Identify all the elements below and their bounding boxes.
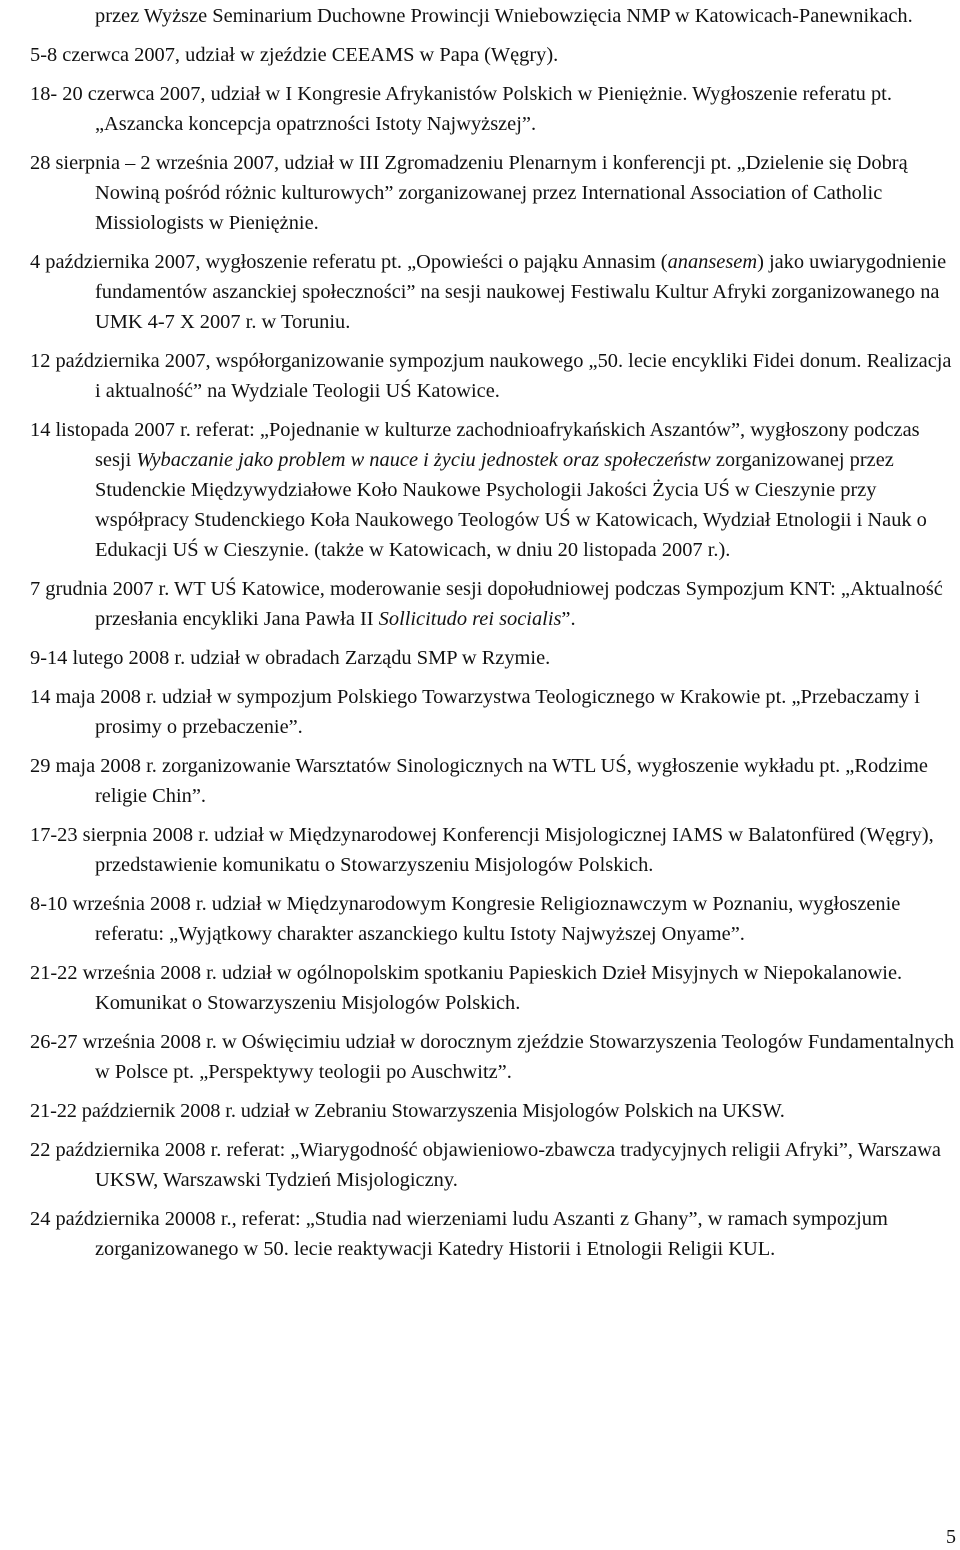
entry-text: 29 maja 2008 r. zorganizowanie Warsztatów Sinologicznych na WTL UŚ, wygłoszenie wykładu pt. „Rodzime religie Chin”.	[30, 755, 928, 807]
entry-text: 28 sierpnia – 2 września 2007, udział w III Zgromadzeniu Plenarnym i konferencji pt. „Dzielenie się Dobrą Nowiną pośród różnic kulturowych” zorganizowanej przez International Association of Catholic Missiologists w Pieniężnie.	[30, 152, 908, 234]
entry-text: 18- 20 czerwca 2007, udział w I Kongresie Afrykanistów Polskich w Pieniężnie. Wygłoszenie referatu pt. „Aszancka koncepcja opatrzności Istoty Najwyższej”.	[30, 83, 892, 135]
list-item	[30, 643, 958, 673]
list-item	[30, 247, 958, 337]
page-number: 5	[946, 1526, 956, 1548]
entry-text: 9-14 lutego 2008 r. udział w obradach Zarządu SMP w Rzymie.	[30, 647, 551, 669]
list-item	[30, 346, 958, 406]
list-item	[30, 1096, 958, 1126]
entry-text: ”.	[561, 608, 576, 630]
entry-text: 4 października 2007, wygłoszenie referatu pt. „Opowieści o pająku Annasim (	[30, 251, 668, 273]
list-item	[30, 148, 958, 238]
entry-text: 26-27 września 2008 r. w Oświęcimiu udział w dorocznym zjeździe Stowarzyszenia Teologów Fundamentalnych w Polsce pt. „Perspektywy teologii po Auschwitz”.	[30, 1031, 955, 1083]
list-item	[30, 1135, 958, 1195]
list-item-continuation	[30, 1, 958, 31]
italic-text: anansesem	[667, 251, 758, 273]
entry-text: 5-8 czerwca 2007, udział w zjeździe CEEAMS w Papa (Węgry).	[30, 44, 559, 66]
entry-text: 7 grudnia 2007 r. WT UŚ Katowice, moderowanie sesji dopołudniowej podczas Sympozjum KNT: „Aktualność przesłania encykliki Jana Pawła II	[30, 578, 943, 630]
entry-text: 17-23 sierpnia 2008 r. udział w Międzynarodowej Konferencji Misjologicznej IAMS w Balatonfüred (Węgry), przedstawienie komunikatu o Stowarzyszeniu Misjologów Polskich.	[30, 824, 934, 876]
entry-text: zorganizowanej przez Studenckie Międzywydziałowe Koło Naukowe Psychologii Jakości Życia UŚ w Cieszynie przy współpracy Studenckiego Koła Naukowego Teologów UŚ w Katowicach, Wydział Etnologii i Nauk o Edukacji UŚ w Cieszynie. (także w Katowicach, w dniu 20 listopada 2007 r.).	[95, 449, 927, 561]
list-item	[30, 958, 958, 1018]
italic-text: Wybaczanie jako problem w nauce i życiu jednostek oraz społeczeństw	[136, 449, 711, 471]
list-item	[30, 820, 958, 880]
entry-text: ) jako uwiarygodnienie fundamentów aszanckiej społeczności” na sesji naukowej Festiwalu Kultur Afryki zorganizowanego na UMK 4-7 X 2007 r. w Toruniu.	[95, 251, 947, 333]
entry-text: przez Wyższe Seminarium Duchowne Prowincji Wniebowzięcia NMP w Katowicach-Panewnikach.	[95, 5, 913, 27]
entry-text: 22 października 2008 r. referat: „Wiarygodność objawieniowo-zbawcza tradycyjnych religii Afryki”, Warszawa UKSW, Warszawski Tydzień Misjologiczny.	[30, 1139, 941, 1191]
entry-text: 21-22 września 2008 r. udział w ogólnopolskim spotkaniu Papieskich Dzieł Misyjnych w Niepokalanowie. Komunikat o Stowarzyszeniu Misjologów Polskich.	[30, 962, 903, 1014]
list-item	[30, 574, 958, 634]
list-item	[30, 889, 958, 949]
entry-text: 14 maja 2008 r. udział w sympozjum Polskiego Towarzystwa Teologicznego w Krakowie pt. „Przebaczamy i prosimy o przebaczenie”.	[30, 686, 920, 738]
entry-text: 24 października 20008 r., referat: „Studia nad wierzeniami ludu Aszanti z Ghany”, w ramach sympozjum zorganizowanego w 50. lecie reaktywacji Katedry Historii i Etnologii Religii KUL.	[30, 1208, 888, 1260]
list-item	[30, 79, 958, 139]
list-item	[30, 1027, 958, 1087]
list-item	[30, 751, 958, 811]
entry-text: 14 listopada 2007 r. referat: „Pojednanie w kulturze zachodnioafrykańskich Aszantów”, wygłoszony podczas sesji	[30, 419, 920, 471]
list-item	[30, 682, 958, 742]
entry-text: 12 października 2007, współorganizowanie sympozjum naukowego „50. lecie encykliki Fidei donum. Realizacja i aktualność” na Wydziale Teologii UŚ Katowice.	[30, 350, 952, 402]
event-list	[30, 1, 958, 1273]
italic-text: Sollicitudo rei socialis	[378, 608, 562, 630]
list-item	[30, 415, 958, 565]
list-item	[30, 1204, 958, 1264]
list-item	[30, 40, 958, 70]
entry-text: 8-10 września 2008 r. udział w Międzynarodowym Kongresie Religioznawczym w Poznaniu, wygłoszenie referatu: „Wyjątkowy charakter aszanckiego kultu Istoty Najwyższej Onyame”.	[30, 893, 901, 945]
entry-text: 21-22 październik 2008 r. udział w Zebraniu Stowarzyszenia Misjologów Polskich na UKSW.	[30, 1100, 785, 1122]
